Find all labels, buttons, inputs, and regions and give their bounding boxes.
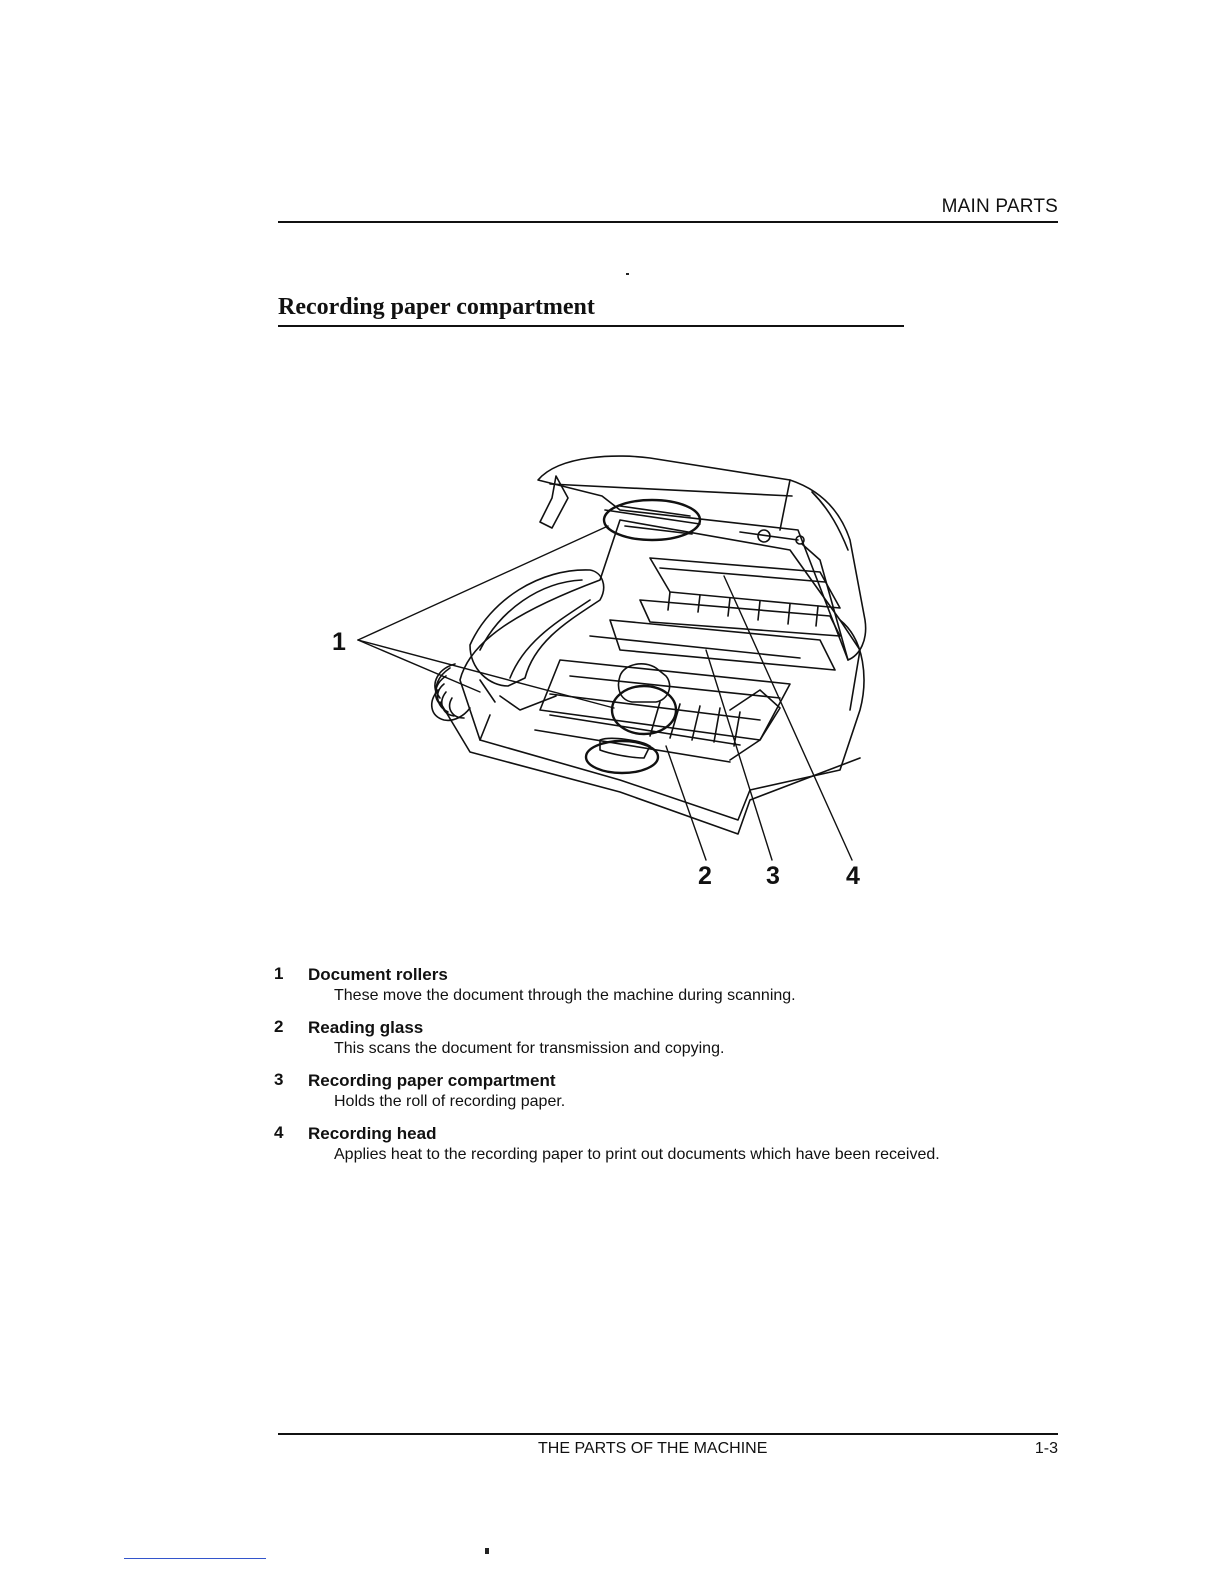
running-header: MAIN PARTS xyxy=(941,196,1058,217)
part-item xyxy=(274,1123,1074,1165)
part-description: Holds the roll of recording paper. xyxy=(334,1093,566,1110)
callout-2: 2 xyxy=(698,862,712,890)
callout-3: 3 xyxy=(766,862,780,890)
part-name: Recording head xyxy=(308,1124,437,1143)
header-rule xyxy=(278,221,1058,223)
parts-list xyxy=(274,964,1074,1176)
leader-line-2 xyxy=(666,746,706,860)
callout-1: 1 xyxy=(332,628,346,656)
section-title: Recording paper compartment xyxy=(278,294,595,320)
part-description: These move the document through the machine during scanning. xyxy=(334,987,796,1004)
leader-line-1b xyxy=(358,640,614,708)
footer-rule xyxy=(278,1433,1058,1435)
footer-chapter-title: THE PARTS OF THE MACHINE xyxy=(538,1440,768,1457)
handset xyxy=(470,570,604,686)
part-name: Recording paper compartment xyxy=(308,1071,556,1090)
part-description: Applies heat to the recording paper to print out documents which have been received. xyxy=(334,1146,940,1163)
part-number: 2 xyxy=(274,1017,284,1036)
part-name: Reading glass xyxy=(308,1018,424,1037)
page-number: 1-3 xyxy=(1034,1440,1058,1457)
part-number: 1 xyxy=(274,964,284,983)
part-description: This scans the document for transmission and copying. xyxy=(334,1040,725,1057)
part-item xyxy=(274,1070,1074,1112)
part-number: 3 xyxy=(274,1070,284,1089)
scan-edge-line xyxy=(124,1558,266,1559)
fax-machine-diagram xyxy=(320,440,900,900)
part-item xyxy=(274,964,1074,1006)
part-number: 4 xyxy=(274,1123,284,1142)
callout-4: 4 xyxy=(846,862,860,890)
scan-speck xyxy=(485,1548,489,1554)
scan-speck xyxy=(626,273,629,275)
coiled-cord xyxy=(435,664,464,718)
part-item xyxy=(274,1017,1074,1059)
part-name: Document rollers xyxy=(308,965,448,984)
section-title-rule xyxy=(278,325,904,327)
leader-line-1c xyxy=(358,640,480,692)
